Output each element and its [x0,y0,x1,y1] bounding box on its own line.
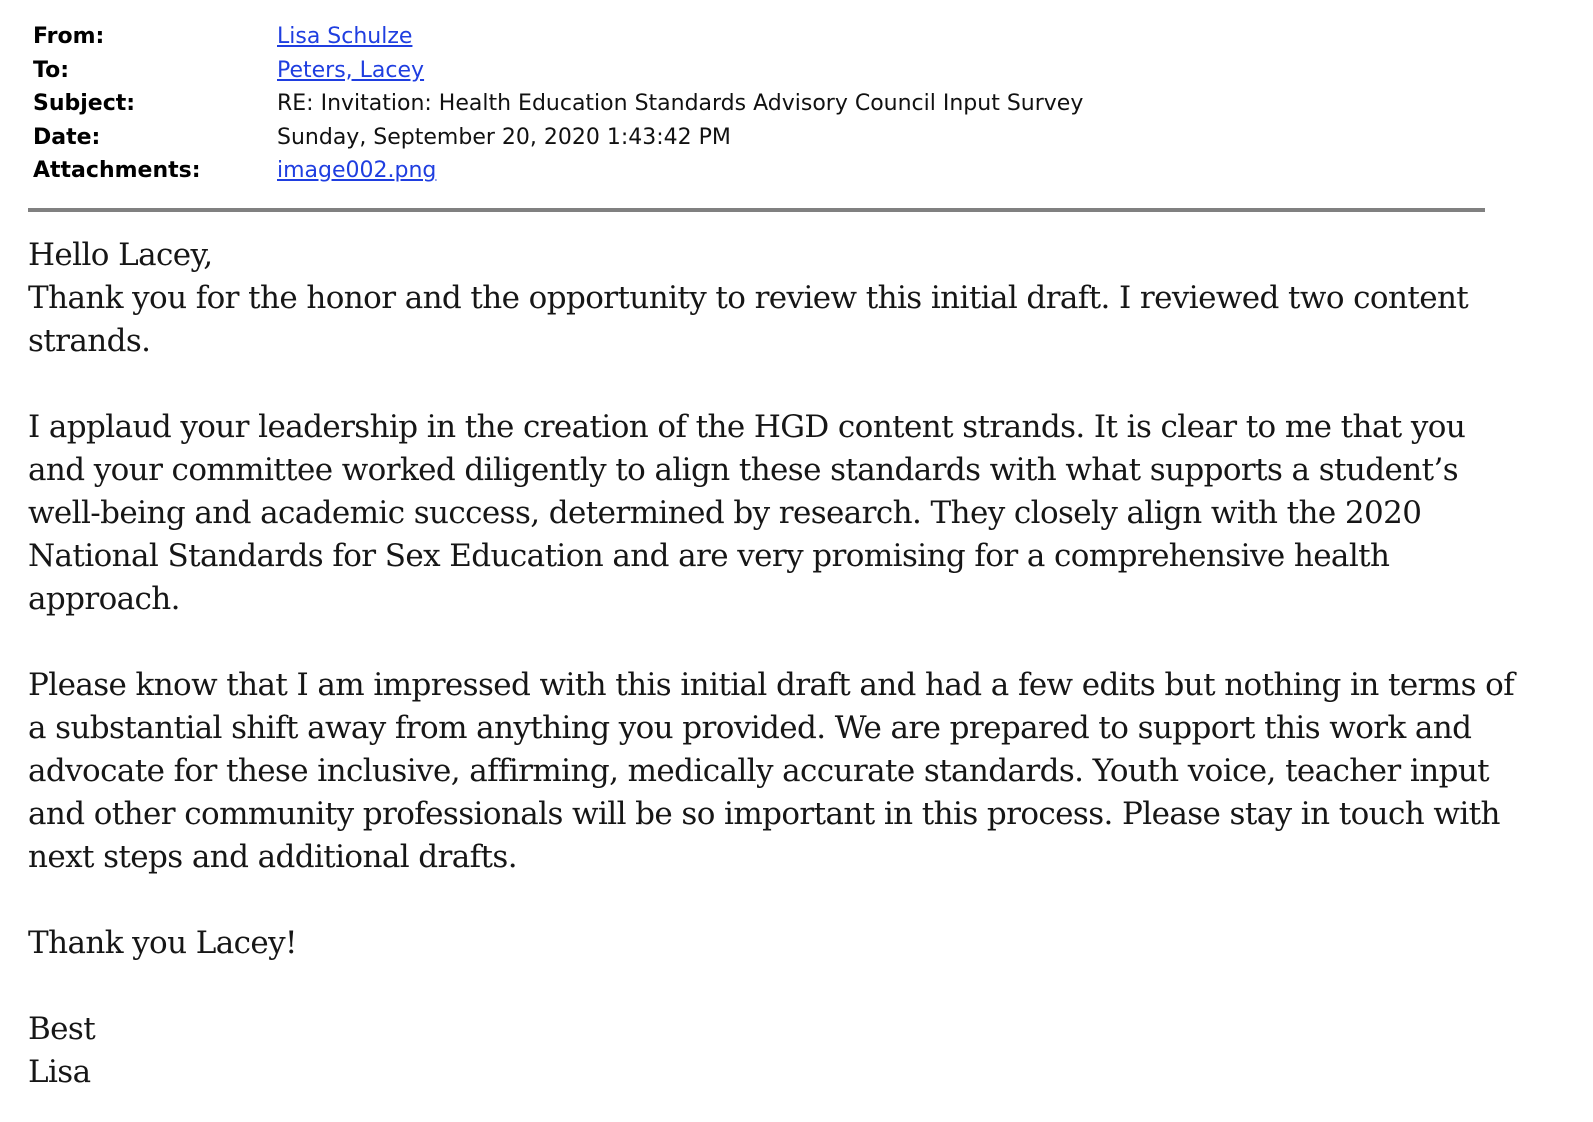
paragraph-1-line: strands. [28,323,151,359]
paragraph-gap [28,621,1528,664]
attachments-label: Attachments: [33,158,201,183]
email-header [33,20,1513,188]
paragraph-2-line: and your committee worked diligently to align these standards with what supports a student’s [28,452,1459,488]
paragraph-gap [28,879,1528,922]
paragraph-2-line: well-being and academic success, determined by research. They closely align with the 2020 [28,495,1422,531]
from-label: From: [33,24,105,49]
to-recipient-link[interactable]: Peters, Lacey [277,57,425,83]
paragraph-3-line: advocate for these inclusive, affirming, medically accurate standards. Youth voice, teacher input [28,753,1490,789]
paragraph-3-line: next steps and additional drafts. [28,839,517,875]
date-row [33,121,1513,155]
email-body [28,234,1528,1094]
paragraph-3-line: a substantial shift away from anything you provided. We are prepared to support this work and [28,710,1472,746]
greeting: Hello Lacey, [28,237,213,273]
to-label: To: [33,57,69,83]
closing: Best [28,1011,96,1047]
paragraph-2-line: National Standards for Sex Education and are very promising for a comprehensive health [28,538,1390,574]
attachment-link[interactable]: image002.png [277,158,437,183]
thanks-line: Thank you Lacey! [28,925,297,961]
paragraph-2-line: approach. [28,581,180,617]
subject-value: RE: Invitation: Health Education Standards Advisory Council Input Survey [277,91,1084,116]
date-label: Date: [33,124,101,150]
paragraph-gap [28,965,1528,1008]
from-row [33,20,1513,54]
paragraph-3-line: Please know that I am impressed with this initial draft and had a few edits but nothing in terms of [28,667,1515,703]
header-divider [28,208,1485,212]
date-value: Sunday, September 20, 2020 1:43:42 PM [277,124,731,150]
attachments-row [33,154,1513,188]
to-row [33,54,1513,88]
signature: Lisa [28,1054,91,1090]
paragraph-gap [28,363,1528,406]
from-sender-link[interactable]: Lisa Schulze [277,24,413,49]
paragraph-1-line: Thank you for the honor and the opportunity to review this initial draft. I reviewed two content [28,280,1469,316]
paragraph-3-line: and other community professionals will be so important in this process. Please stay in touch with [28,796,1500,832]
paragraph-2-line: I applaud your leadership in the creation of the HGD content strands. It is clear to me that you [28,409,1466,445]
subject-row [33,87,1513,121]
subject-label: Subject: [33,91,136,116]
